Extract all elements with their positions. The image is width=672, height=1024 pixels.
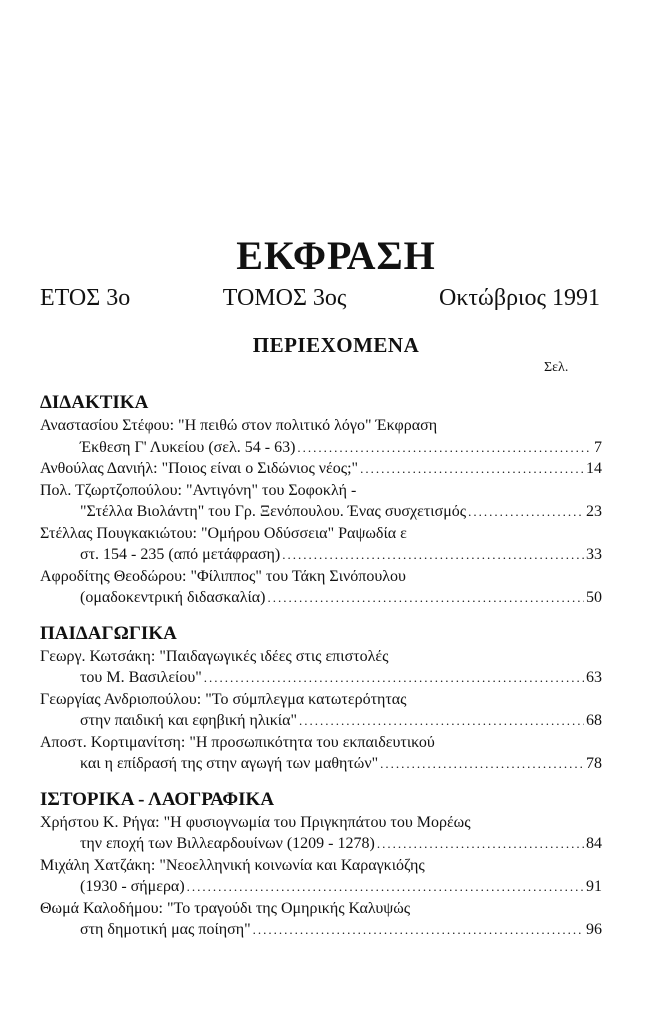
entry-author-title: Γεωργ. Κωτσάκη: "Παιδαγωγικές ιδέες στις επιστολές (40, 647, 389, 665)
entry-author-title: Πολ. Τζωρτζοπούλου: "Αντιγόνη" του Σοφοκλή - (40, 481, 357, 499)
entry-continuation-text: (ομαδοκεντρική διδασκαλία) (80, 589, 266, 606)
dot-leader (299, 710, 584, 732)
entry-page-number: 14 (586, 460, 602, 477)
toc-entry (40, 480, 602, 523)
entry-continuation-text: "Στέλλα Βιολάντη" του Γρ. Ξενόπουλου. Ένας συσχετισμός (80, 503, 467, 520)
journal-title: ΕΚΦΡΑΣΗ (236, 233, 436, 278)
entry-author-title: Αφροδίτης Θεοδώρου: "Φίλιππος" του Τάκη Σινόπουλου (40, 567, 406, 585)
entry-continuation (40, 876, 602, 898)
entry-author-title: Αναστασίου Στέφου: "Η πειθώ στον πολιτικό λόγο" Έκφραση (40, 417, 438, 434)
contents-heading: ΠΕΡΙΕΧΟΜΕΝΑ (252, 333, 420, 357)
entry-author-title: Ανθούλας Δανιήλ: "Ποιος είναι ο Σιδώνιος νέος;" (40, 460, 359, 477)
entry-continuation-text: (1930 - σήμερα) (80, 878, 185, 895)
section-title: ΠΑΙΔΑΓΩΓΙΚΑ (40, 622, 177, 644)
entry-author-title: Χρήστου Κ. Ρήγα: "Η φυσιογνωμία του Πριγκηπάτου του Μορέως (40, 813, 471, 831)
issue-year: ΕΤΟΣ 3ο (40, 285, 131, 311)
entry-page-number: 63 (586, 669, 602, 686)
entry-page-number: 78 (586, 755, 602, 772)
entry-author-title: Μιχάλη Χατζάκη: "Νεοελληνική κοινωνία και Καραγκιόζης (40, 856, 425, 874)
entry-page-number: 68 (586, 712, 602, 729)
dot-leader (297, 437, 592, 459)
entry-continuation (40, 667, 602, 689)
entry-continuation-text: στ. 154 - 235 (από μετάφραση) (80, 546, 281, 563)
entry-page-number: 96 (586, 921, 602, 938)
toc-entry (40, 646, 602, 689)
entry-continuation (40, 710, 602, 732)
toc-entry (40, 732, 602, 775)
entry-continuation (40, 753, 602, 775)
dot-leader (253, 919, 584, 941)
issue-date: Οκτώβριος 1991 (438, 285, 600, 311)
section-title: ΙΣΤΟΡΙΚΑ - ΛΑΟΓΡΑΦΙΚΑ (40, 788, 275, 810)
entry-page-number: 33 (586, 546, 602, 563)
toc-section (40, 789, 602, 941)
dot-leader (267, 587, 584, 609)
entry-author-title: Γεωργίας Ανδριοπούλου: "Το σύμπλεγμα κατωτερότητας (40, 690, 407, 708)
entry-continuation-text: την εποχή των Βιλλεαρδουίνων (1209 - 1278) (80, 835, 375, 852)
entry-page-number: 50 (586, 589, 602, 606)
page-column-label: Σελ. (544, 360, 569, 375)
entry-continuation (40, 501, 602, 523)
entry-page-number: 23 (586, 503, 602, 520)
toc-entry (40, 812, 602, 855)
entry-continuation-text: του Μ. Βασιλείου" (80, 669, 202, 686)
entry-page-number: 7 (594, 438, 602, 456)
toc-entry (40, 898, 602, 941)
entry-author-title: Αποστ. Κορτιμανίτση: "Η προσωπικότητα του εκπαιδευτικού (40, 733, 435, 751)
dot-leader (468, 501, 584, 523)
entry-continuation (40, 544, 602, 566)
entry-continuation-text: στη δημοτική μας ποίηση" (80, 921, 251, 938)
entry-continuation (40, 587, 602, 609)
entry-continuation (40, 919, 602, 941)
entry-page-number: 91 (586, 878, 602, 895)
dot-leader (377, 833, 584, 855)
toc-entry (40, 415, 602, 458)
dot-leader (204, 667, 584, 689)
dot-leader (187, 876, 584, 898)
entry-continuation (40, 437, 602, 459)
issue-volume: ΤΟΜΟΣ 3ος (222, 285, 347, 311)
dot-leader (360, 458, 584, 480)
dot-leader (282, 544, 584, 566)
toc-entry (40, 566, 602, 609)
toc-section (40, 623, 602, 775)
toc-entry (40, 523, 602, 566)
entry-continuation-text: και η επίδρασή της στην αγωγή των μαθητών" (80, 755, 379, 772)
section-title: ΔΙΔΑΚΤΙΚΑ (40, 392, 149, 413)
issue-info (40, 285, 600, 312)
table-of-contents (40, 392, 602, 955)
toc-entry (40, 458, 602, 480)
dot-leader (380, 753, 584, 775)
entry-author-title: Στέλλας Πουγκακιώτου: "Ομήρου Οδύσσεια" Ραψωδία ε (40, 524, 407, 542)
entry-continuation-text: Έκθεση Γ' Λυκείου (σελ. 54 - 63) (80, 438, 296, 456)
entry-continuation-text: στην παιδική και εφηβική ηλικία" (80, 712, 298, 729)
entry-continuation (40, 833, 602, 855)
toc-section (40, 392, 602, 609)
entry-page-number: 84 (586, 835, 602, 852)
toc-entry (40, 689, 602, 732)
toc-entry (40, 855, 602, 898)
entry-author-title: Θωμά Καλοδήμου: "Το τραγούδι της Ομηρικής Καλυψώς (40, 899, 411, 917)
